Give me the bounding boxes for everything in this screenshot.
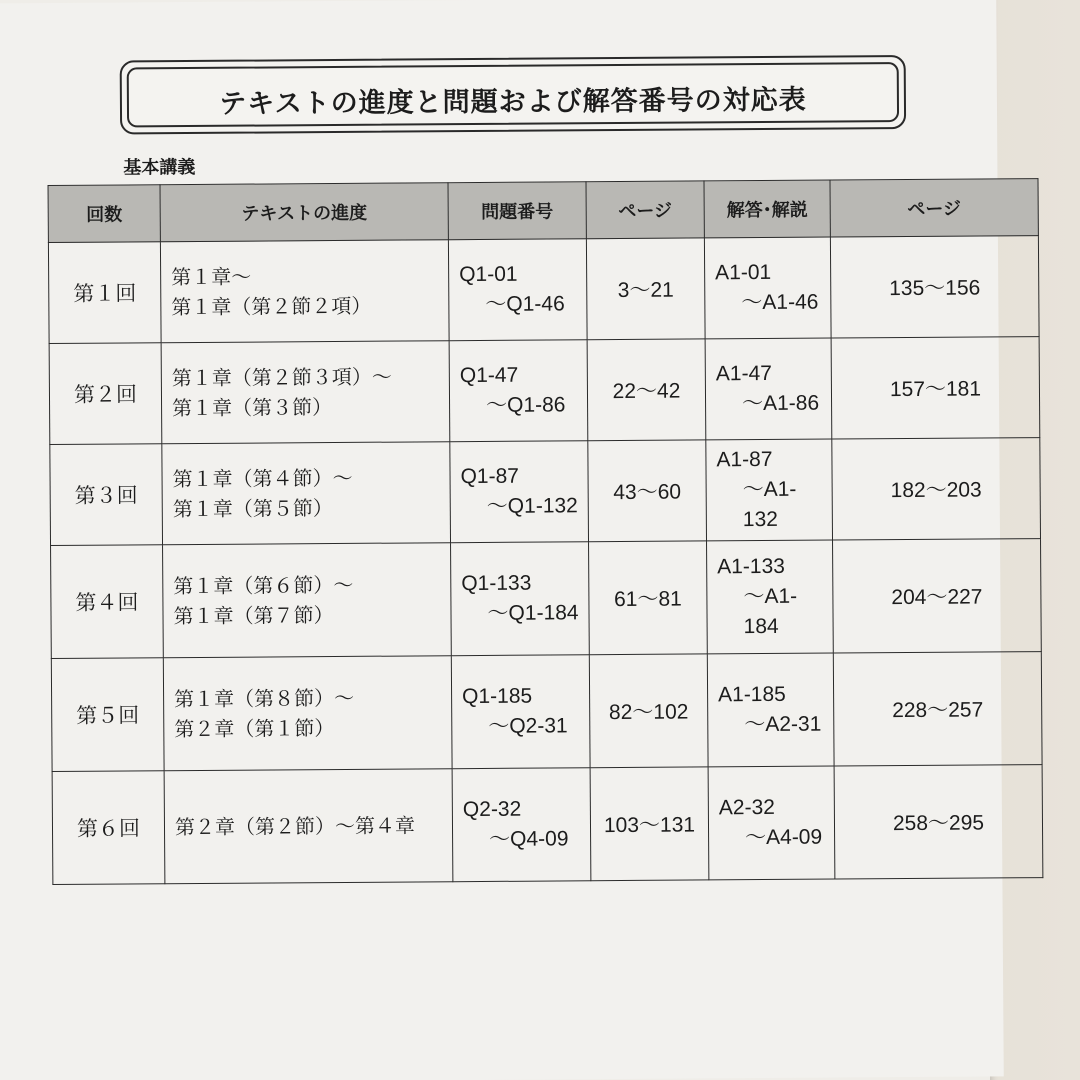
header-question-pages: ページ xyxy=(586,181,704,239)
question-pages-cell: 3～21 xyxy=(586,238,705,340)
progress-cell xyxy=(164,769,453,884)
answer-from: A1-185 xyxy=(718,682,786,707)
question-to: ～Q1-86 xyxy=(485,393,566,417)
progress-line: 第１章（第８節）～ xyxy=(174,685,355,712)
answer-to: ～A1-46 xyxy=(741,290,819,315)
round-cell: 第３回 xyxy=(50,444,163,546)
question-pages-cell: 22～42 xyxy=(587,339,706,441)
answer-to: ～A1-86 xyxy=(741,391,820,416)
progress-line: 第１章（第５節） xyxy=(172,496,333,522)
header-row xyxy=(48,179,1038,243)
progress-line: 第１章（第４節）～ xyxy=(172,465,353,492)
answer-range-cell xyxy=(708,766,835,880)
question-to: ～Q1-132 xyxy=(486,494,578,518)
answer-pages-cell: 182～203 xyxy=(832,438,1041,540)
question-range-cell xyxy=(452,768,591,882)
answer-range-cell xyxy=(706,439,833,541)
table-row xyxy=(51,652,1042,772)
question-range-cell xyxy=(450,441,589,543)
progress-line: 第１章（第６節）～ xyxy=(173,572,354,599)
correspondence-table xyxy=(48,178,1044,885)
progress-line: 第２章（第１節） xyxy=(174,716,335,742)
header-answer-pages: ページ xyxy=(830,179,1038,237)
progress-cell xyxy=(163,543,452,658)
answer-from: A1-01 xyxy=(715,260,772,285)
answer-to: ～A4-09 xyxy=(745,825,823,850)
answer-pages-cell: 157～181 xyxy=(831,337,1040,439)
table-row xyxy=(51,539,1042,659)
document-title: テキストの進度と問題および解答番号の対応表 xyxy=(219,84,807,120)
answer-from: A2-32 xyxy=(718,795,776,820)
title-frame xyxy=(120,55,906,134)
progress-cell xyxy=(162,442,451,545)
answer-range-cell xyxy=(707,653,834,767)
progress-line: 第１章～ xyxy=(171,264,252,290)
question-from: Q1-185 xyxy=(462,684,533,709)
answer-pages-cell: 135～156 xyxy=(830,236,1039,338)
table-row xyxy=(48,236,1039,344)
question-pages-cell: 103～131 xyxy=(590,767,709,881)
header-answer: 解答･解説 xyxy=(704,180,830,238)
table-row xyxy=(52,765,1043,885)
answer-range-cell xyxy=(704,237,831,339)
answer-pages-cell: 228～257 xyxy=(833,652,1042,766)
question-from: Q1-133 xyxy=(461,571,532,596)
question-from: Q2-32 xyxy=(462,797,522,822)
question-range-cell xyxy=(448,239,587,341)
round-cell: 第６回 xyxy=(52,771,165,885)
question-range-cell xyxy=(449,340,588,442)
question-to: ～Q1-46 xyxy=(485,292,565,316)
progress-cell xyxy=(160,240,449,343)
question-to: ～Q2-31 xyxy=(488,714,568,738)
round-cell: 第１回 xyxy=(48,242,161,344)
round-cell: 第４回 xyxy=(51,545,164,659)
progress-cell xyxy=(161,341,450,444)
question-range-cell xyxy=(451,542,590,656)
progress-line: 第１章（第３節） xyxy=(171,395,333,421)
question-range-cell xyxy=(451,655,590,769)
correspondence-table-wrap xyxy=(48,178,1043,885)
question-pages-cell: 82～102 xyxy=(589,654,708,768)
answer-to: ～A1-184 xyxy=(743,584,798,639)
progress-line: 第１章（第２節２項） xyxy=(171,293,372,320)
table-row xyxy=(49,337,1040,445)
round-cell: 第２回 xyxy=(49,343,162,445)
header-question-number: 問題番号 xyxy=(448,182,586,240)
header-round: 回数 xyxy=(48,185,160,243)
question-from: Q1-47 xyxy=(459,363,519,388)
question-from: Q1-87 xyxy=(460,464,520,489)
answer-from: A1-87 xyxy=(716,447,773,472)
progress-cell xyxy=(163,656,452,771)
answer-from: A1-133 xyxy=(717,554,785,579)
question-pages-cell: 61～81 xyxy=(589,541,708,655)
question-to: ～Q1-184 xyxy=(487,601,579,625)
answer-pages-cell: 204～227 xyxy=(833,539,1042,653)
question-pages-cell: 43～60 xyxy=(588,440,707,542)
answer-pages-cell: 258～295 xyxy=(834,765,1043,879)
answer-to: ～A1-132 xyxy=(742,477,797,532)
progress-line: 第２章（第２節）～第４章 xyxy=(174,813,416,840)
question-to: ～Q4-09 xyxy=(489,827,569,851)
progress-line: 第１章（第２節３項）～ xyxy=(171,364,392,391)
answer-range-cell xyxy=(705,338,832,440)
progress-line: 第１章（第７節） xyxy=(173,603,334,629)
header-progress: テキストの進度 xyxy=(160,183,448,242)
round-cell: 第５回 xyxy=(51,658,164,772)
table-row xyxy=(50,438,1041,546)
answer-from: A1-47 xyxy=(715,361,772,386)
question-from: Q1-01 xyxy=(459,262,518,287)
answer-to: ～A2-31 xyxy=(744,712,822,737)
answer-range-cell xyxy=(707,540,834,654)
section-subtitle: 基本講義 xyxy=(123,156,196,179)
